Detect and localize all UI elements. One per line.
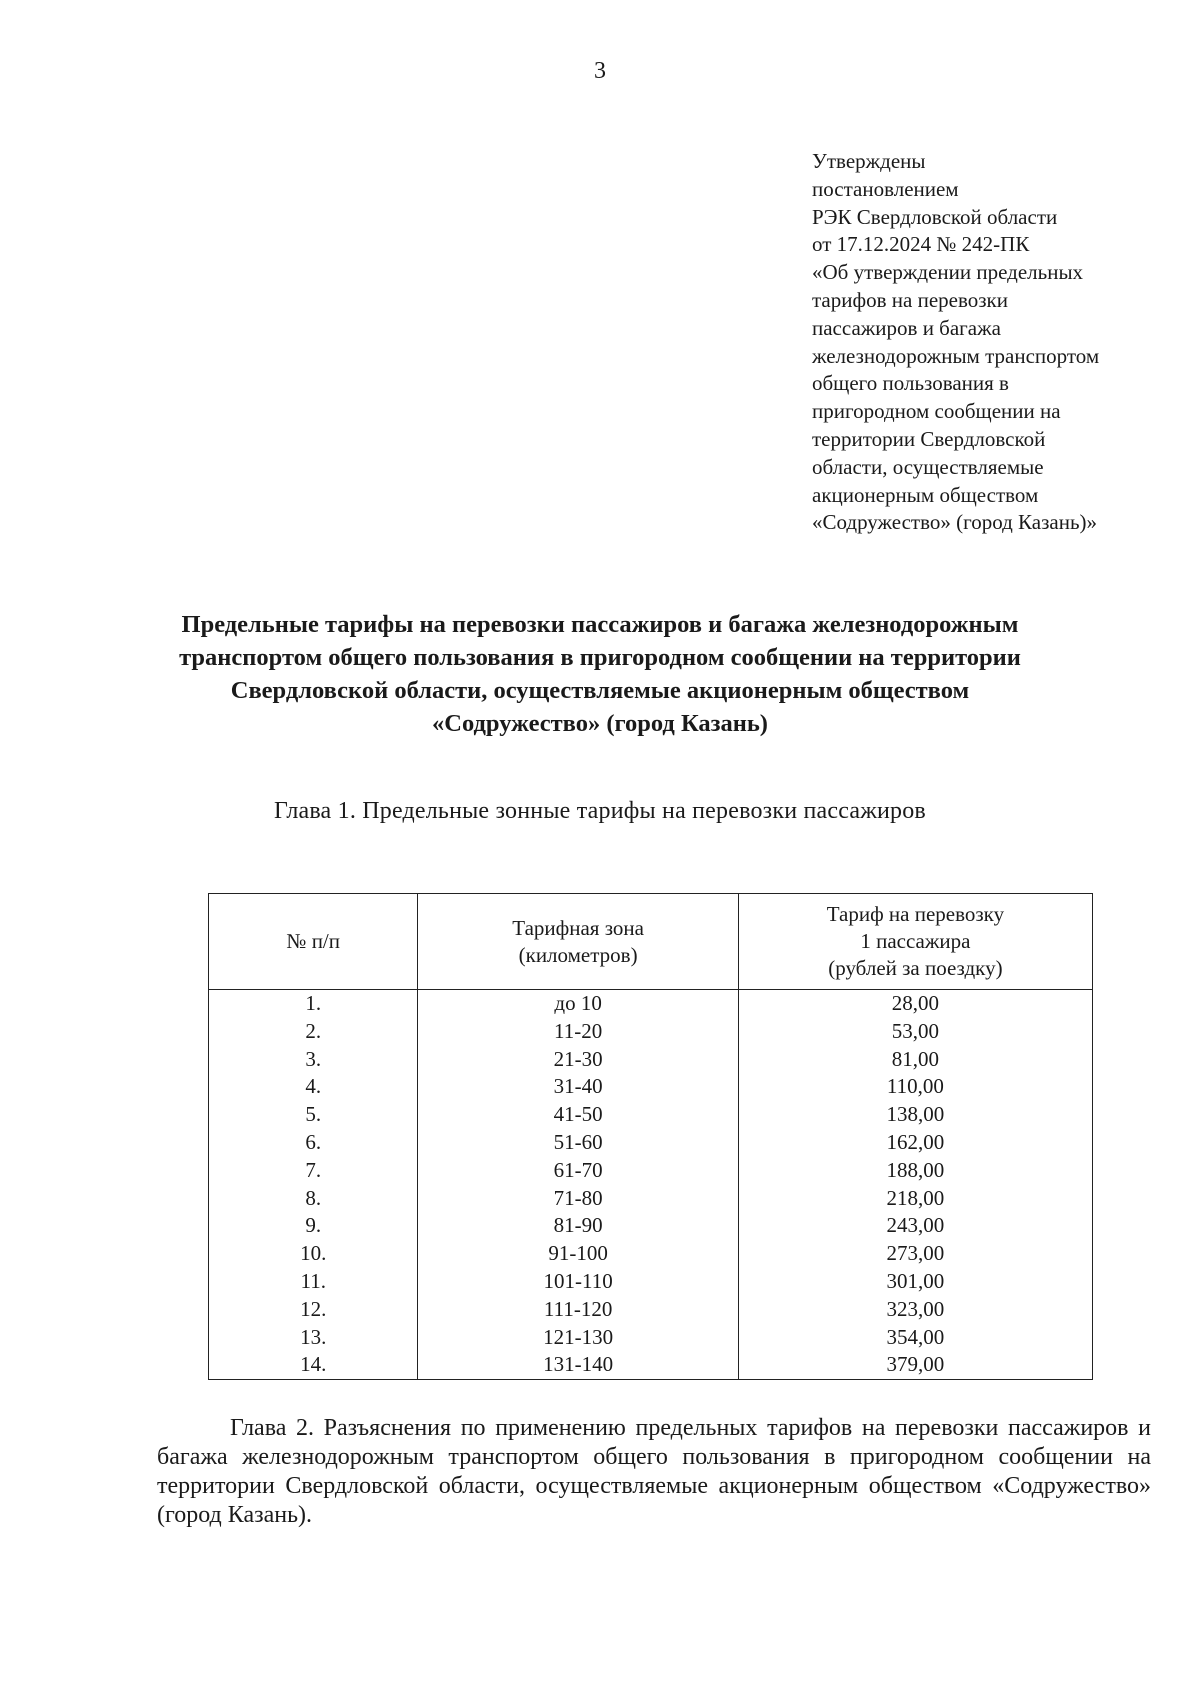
table-row	[209, 1212, 1093, 1240]
cell-num: 8.	[209, 1185, 418, 1213]
table-row	[209, 990, 1093, 1018]
approval-line: области, осуществляемые	[812, 454, 1044, 479]
cell-tariff: 138,00	[738, 1101, 1092, 1129]
document-title	[130, 608, 1070, 740]
cell-tariff: 162,00	[738, 1129, 1092, 1157]
cell-num: 10.	[209, 1240, 418, 1268]
table-row	[209, 1296, 1093, 1324]
cell-num: 1.	[209, 990, 418, 1018]
cell-num: 12.	[209, 1296, 418, 1324]
cell-num: 2.	[209, 1018, 418, 1046]
table-row	[209, 1073, 1093, 1101]
approval-line: тарифов на перевозки	[812, 287, 1008, 312]
cell-zone: 121-130	[418, 1324, 738, 1352]
cell-tariff: 81,00	[738, 1046, 1092, 1074]
approval-line: пригородном сообщении на	[812, 399, 1061, 424]
cell-zone: 41-50	[418, 1101, 738, 1129]
cell-num: 3.	[209, 1046, 418, 1074]
cell-num: 6.	[209, 1129, 418, 1157]
cell-zone: 131-140	[418, 1351, 738, 1379]
cell-zone: 111-120	[418, 1296, 738, 1324]
tariff-table	[208, 893, 1093, 1380]
table-header-row	[209, 894, 1093, 990]
approval-line: общего пользования в	[812, 371, 1009, 396]
cell-num: 13.	[209, 1324, 418, 1352]
title-line: Предельные тарифы на перевозки пассажиров и багажа железнодорожным	[181, 611, 1019, 638]
cell-tariff: 301,00	[738, 1268, 1092, 1296]
cell-tariff: 273,00	[738, 1240, 1092, 1268]
table-row	[209, 1046, 1093, 1074]
cell-zone: 91-100	[418, 1240, 738, 1268]
header-zone-line: Тарифная зона	[512, 915, 644, 940]
cell-zone: 11-20	[418, 1018, 738, 1046]
table-row	[209, 1129, 1093, 1157]
approval-line: Утверждены	[812, 149, 926, 173]
header-tariff-line: (рублей за поездку)	[828, 956, 1003, 980]
title-line: «Содружество» (город Казань)	[432, 710, 768, 737]
page-number: 3	[594, 58, 606, 84]
table-row	[209, 1240, 1093, 1268]
approval-line: постановлением	[812, 176, 959, 201]
approval-line: акционерным обществом	[812, 482, 1039, 507]
header-tariff-line: 1 пассажира	[860, 929, 971, 953]
header-num-label: № п/п	[286, 929, 341, 953]
cell-zone: до 10	[418, 990, 738, 1018]
cell-tariff: 218,00	[738, 1185, 1092, 1213]
cell-tariff: 379,00	[738, 1351, 1092, 1379]
title-line: Свердловской области, осуществляемые акционерным обществом	[230, 677, 970, 704]
cell-num: 11.	[209, 1268, 418, 1296]
cell-num: 4.	[209, 1073, 418, 1101]
cell-zone: 61-70	[418, 1157, 738, 1185]
cell-tariff: 110,00	[738, 1073, 1092, 1101]
cell-zone: 51-60	[418, 1129, 738, 1157]
approval-line: «Содружество» (город Казань)»	[812, 510, 1098, 535]
approval-line: территории Свердловской	[812, 426, 1046, 451]
approval-line: пассажиров и багажа	[812, 315, 1001, 340]
cell-num: 7.	[209, 1157, 418, 1185]
table-row	[209, 1324, 1093, 1352]
header-num	[209, 894, 418, 990]
cell-tariff: 28,00	[738, 990, 1092, 1018]
table-row	[209, 1157, 1093, 1185]
approval-line: РЭК Свердловской области	[812, 204, 1058, 229]
header-tariff	[738, 894, 1092, 990]
cell-num: 5.	[209, 1101, 418, 1129]
approval-line: «Об утверждении предельных	[812, 260, 1084, 285]
cell-zone: 81-90	[418, 1212, 738, 1240]
cell-tariff: 53,00	[738, 1018, 1092, 1046]
table-row	[209, 1018, 1093, 1046]
cell-zone: 21-30	[418, 1046, 738, 1074]
cell-num: 9.	[209, 1212, 418, 1240]
approval-line: железнодорожным транспортом	[812, 343, 1100, 368]
table-row	[209, 1101, 1093, 1129]
table-row	[209, 1351, 1093, 1379]
chapter2-paragraph: Глава 2. Разъяснения по применению предельных тарифов на перевозки пассажиров и багажа железнодорожным транспортом общего пользования в пригородном сообщении на территории Свердловской области, осуществляемые акционерным обществом «Содружество» (город Казань).	[157, 1415, 1151, 1528]
header-zone-line: (километров)	[518, 942, 638, 967]
cell-zone: 71-80	[418, 1185, 738, 1213]
cell-tariff: 188,00	[738, 1157, 1092, 1185]
cell-zone: 31-40	[418, 1073, 738, 1101]
header-tariff-line: Тариф на перевозку	[826, 902, 1005, 926]
cell-tariff: 354,00	[738, 1324, 1092, 1352]
title-line: транспортом общего пользования в пригородном сообщении на территории	[179, 644, 1021, 671]
table-row	[209, 1268, 1093, 1296]
cell-tariff: 243,00	[738, 1212, 1092, 1240]
cell-tariff: 323,00	[738, 1296, 1092, 1324]
approval-line: от 17.12.2024 № 242-ПК	[812, 232, 1030, 257]
cell-num: 14.	[209, 1351, 418, 1379]
cell-zone: 101-110	[418, 1268, 738, 1296]
chapter1-heading: Глава 1. Предельные зонные тарифы на перевозки пассажиров	[274, 798, 926, 824]
header-zone	[418, 894, 738, 990]
approval-block	[812, 148, 1172, 537]
table-row	[209, 1185, 1093, 1213]
